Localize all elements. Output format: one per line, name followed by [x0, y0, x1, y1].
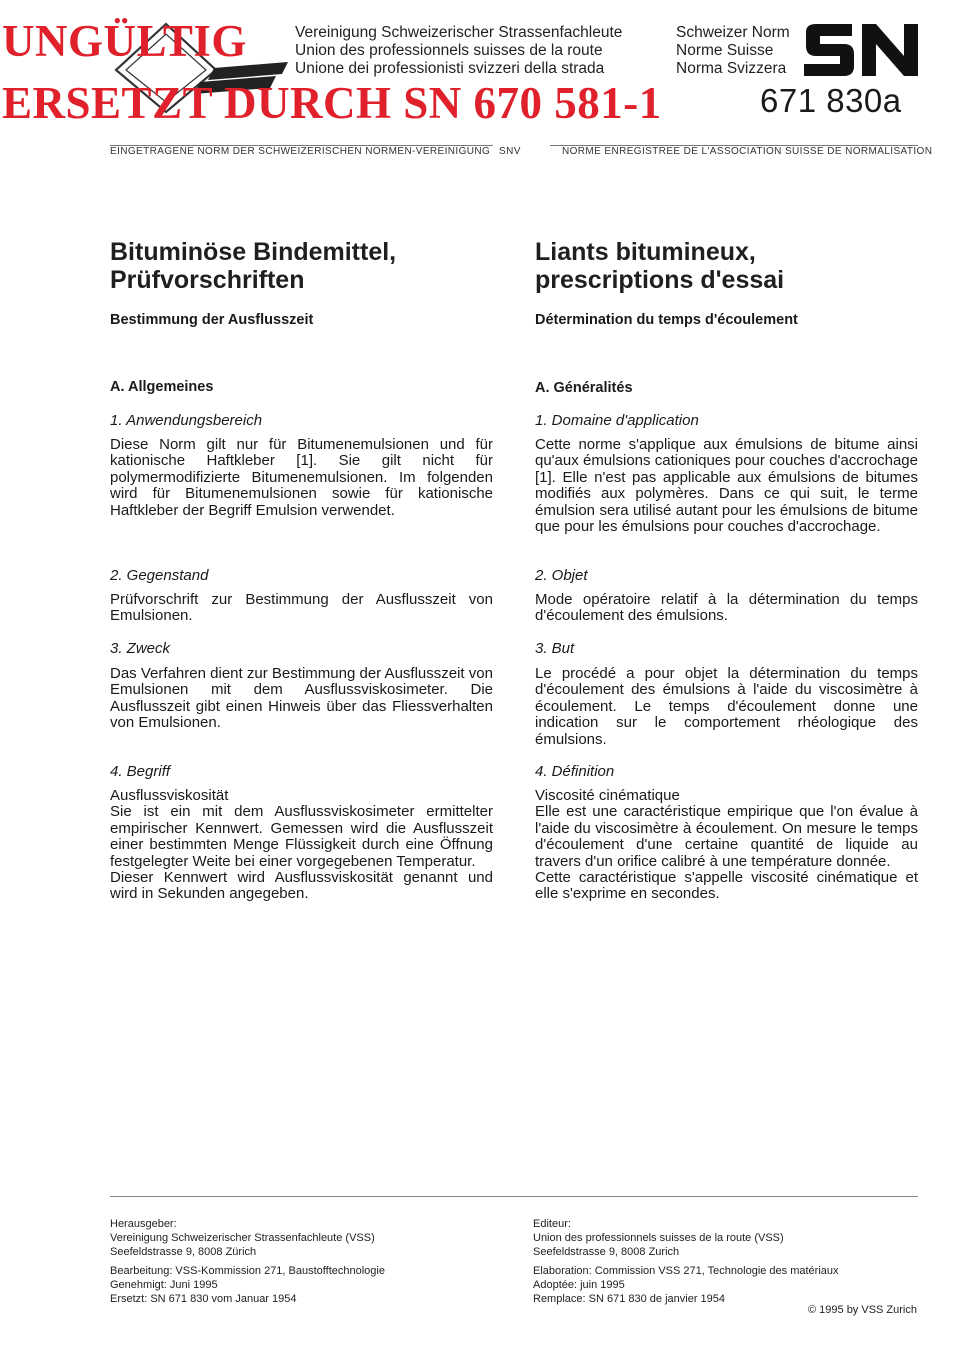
footer-publisher-label-de: Herausgeber: [110, 1218, 177, 1230]
org-name-de: Vereinigung Schweizerischer Strassenfachleute [295, 24, 623, 41]
title-fr [535, 238, 784, 294]
s2-text-fr: Mode opératoire relatif à la détermination du temps d'écoulement des émulsions. [535, 591, 918, 625]
footer-prepared-fr: Elaboration: Commission VSS 271, Technologie des matériaux [533, 1265, 839, 1277]
norm-label-de: Schweizer Norm [676, 24, 790, 41]
norm-label-it: Norma Svizzera [676, 60, 787, 77]
s4-term-fr: Viscosité cinématique [535, 787, 680, 804]
title-fr-line2: prescriptions d'essai [535, 266, 785, 294]
registration-line [110, 145, 933, 159]
subtitle-fr: Détermination du temps d'écoulement [535, 312, 798, 328]
sn-logo [802, 22, 920, 78]
copyright: © 1995 by VSS Zurich [808, 1304, 917, 1316]
document-number: 671 830a [760, 82, 902, 119]
footer-prepared-de: Bearbeitung: VSS-Kommission 271, Baustofftechnologie [110, 1265, 385, 1277]
s4-block-fr [535, 788, 918, 903]
s4-heading-de: 4. Begriff [110, 763, 171, 780]
section-a-de: A. Allgemeines [110, 379, 214, 395]
replaced-by-stamp: ERSETZT DURCH SN 670 581-1 [2, 78, 662, 128]
s2-heading-de: 2. Gegenstand [110, 567, 209, 584]
s1-text-fr: Cette norme s'applique aux émulsions de bitume ainsi qu'aux émulsions cationiques pour couches d'accrochage [1]. Elle n'est pas applicable aux émulsions de bitumes modifiés aux polymères. Dans ce qui suit, le terme émulsion sera utilisé autant pour les émulsions de bitume que pour les émulsions pour couches d'accrochage. [535, 436, 918, 536]
s1-heading-fr: 1. Domaine d'application [535, 412, 699, 429]
title-de-line1: Bituminöse Bindemittel, [110, 238, 397, 266]
footer-replaces-de: Ersetzt: SN 671 830 vom Januar 1954 [110, 1293, 297, 1305]
subtitle-de: Bestimmung der Ausflusszeit [110, 312, 314, 328]
footer-publisher-name-fr: Union des professionnels suisses de la route (VSS) [533, 1232, 784, 1244]
norm-label-fr: Norme Suisse [676, 42, 774, 59]
s1-heading-de: 1. Anwendungsbereich [110, 412, 263, 429]
registration-text-fr: NORME ENREGISTREE DE L'ASSOCIATION SUISSE DE NORMALISATION [562, 146, 933, 157]
footer-approved-fr: Adoptée: juin 1995 [533, 1279, 625, 1291]
s1-text-de: Diese Norm gilt nur für Bitumenemulsionen und für kationische Haftkleber [1]. Sie gilt nicht für polymermodifizierte Bitumenemulsionen. Im folgenden wird für Bitumenemulsionen sowie für kationische Haftkleber der Begriff Emulsion verwendet. [110, 436, 493, 519]
title-de-line2: Prüfvorschriften [110, 266, 305, 294]
footer-de [110, 1217, 385, 1306]
s2-heading-fr: 2. Objet [535, 567, 588, 584]
norm-labels [676, 24, 790, 78]
s2-text-de: Prüfvorschrift zur Bestimmung der Ausflusszeit von Emulsionen. [110, 591, 493, 625]
footer-replaces-fr: Remplace: SN 671 830 de janvier 1954 [533, 1293, 726, 1305]
invalid-stamp: UNGÜLTIG [2, 16, 247, 66]
section-a-fr: A. Généralités [535, 380, 633, 396]
footer-approved-de: Genehmigt: Juni 1995 [110, 1279, 218, 1291]
s3-text-fr: Le procédé a pour objet la détermination du temps d'écoulement des émulsions à l'aide du viscosimètre à écoulement. Le temps d'écoulement donne une indication sur le comportement rhéologique des émulsions. [535, 665, 918, 748]
title-fr-line1: Liants bitumineux, [535, 238, 756, 266]
s4-text2-fr: Cette caractéristique s'appelle viscosité cinématique et elle s'exprime en secondes. [535, 869, 918, 903]
title-de [110, 238, 396, 294]
org-name-fr: Union des professionnels suisses de la route [295, 42, 603, 59]
org-name-it: Unione dei professionisti svizzeri della strada [295, 60, 605, 77]
footer-publisher-address-de: Seefeldstrasse 9, 8008 Zürich [110, 1246, 257, 1258]
s4-heading-fr: 4. Définition [535, 763, 615, 780]
organization-names [295, 24, 622, 78]
footer-divider [110, 1196, 918, 1197]
s4-text1-fr: Elle est une caractéristique empirique que l'on évalue à l'aide du viscosimètre à écoulement. On mesure le temps d'écoulement d'une certaine quantité de liquide au travers d'un orifice calibré à une température donnée. [535, 803, 918, 870]
s4-block-de [110, 788, 493, 903]
footer-publisher-label-fr: Editeur: [533, 1218, 571, 1230]
registration-snv: SNV [499, 146, 521, 157]
s3-heading-fr: 3. But [535, 640, 575, 657]
s4-text2-de: Dieser Kennwert wird Ausflussviskosität genannt und wird in Sekunden angegeben. [110, 869, 493, 903]
registration-text-de: EINGETRAGENE NORM DER SCHWEIZERISCHEN NORMEN-VEREINIGUNG [110, 146, 491, 157]
s4-text1-de: Sie ist ein mit dem Ausflussviskosimeter ermittelter empirischer Kennwert. Gemessen wird die Ausflusszeit einer bestimmten Menge Flüssigkeit durch eine Öffnung festgelegter Weite bei einer vorgegebenen Temperatur. [110, 803, 493, 870]
s3-text-de: Das Verfahren dient zur Bestimmung der Ausflusszeit von Emulsionen mit dem Ausflussviskosimeter. Die Ausflusszeit gibt einen Hinweis über das Fliessverhalten von Emulsionen. [110, 665, 493, 732]
s3-heading-de: 3. Zweck [110, 640, 171, 657]
footer-fr [533, 1217, 839, 1306]
footer-publisher-name-de: Vereinigung Schweizerischer Strassenfachleute (VSS) [110, 1232, 375, 1244]
footer-publisher-address-fr: Seefeldstrasse 9, 8008 Zurich [533, 1246, 680, 1258]
s4-term-de: Ausflussviskosität [110, 787, 229, 804]
